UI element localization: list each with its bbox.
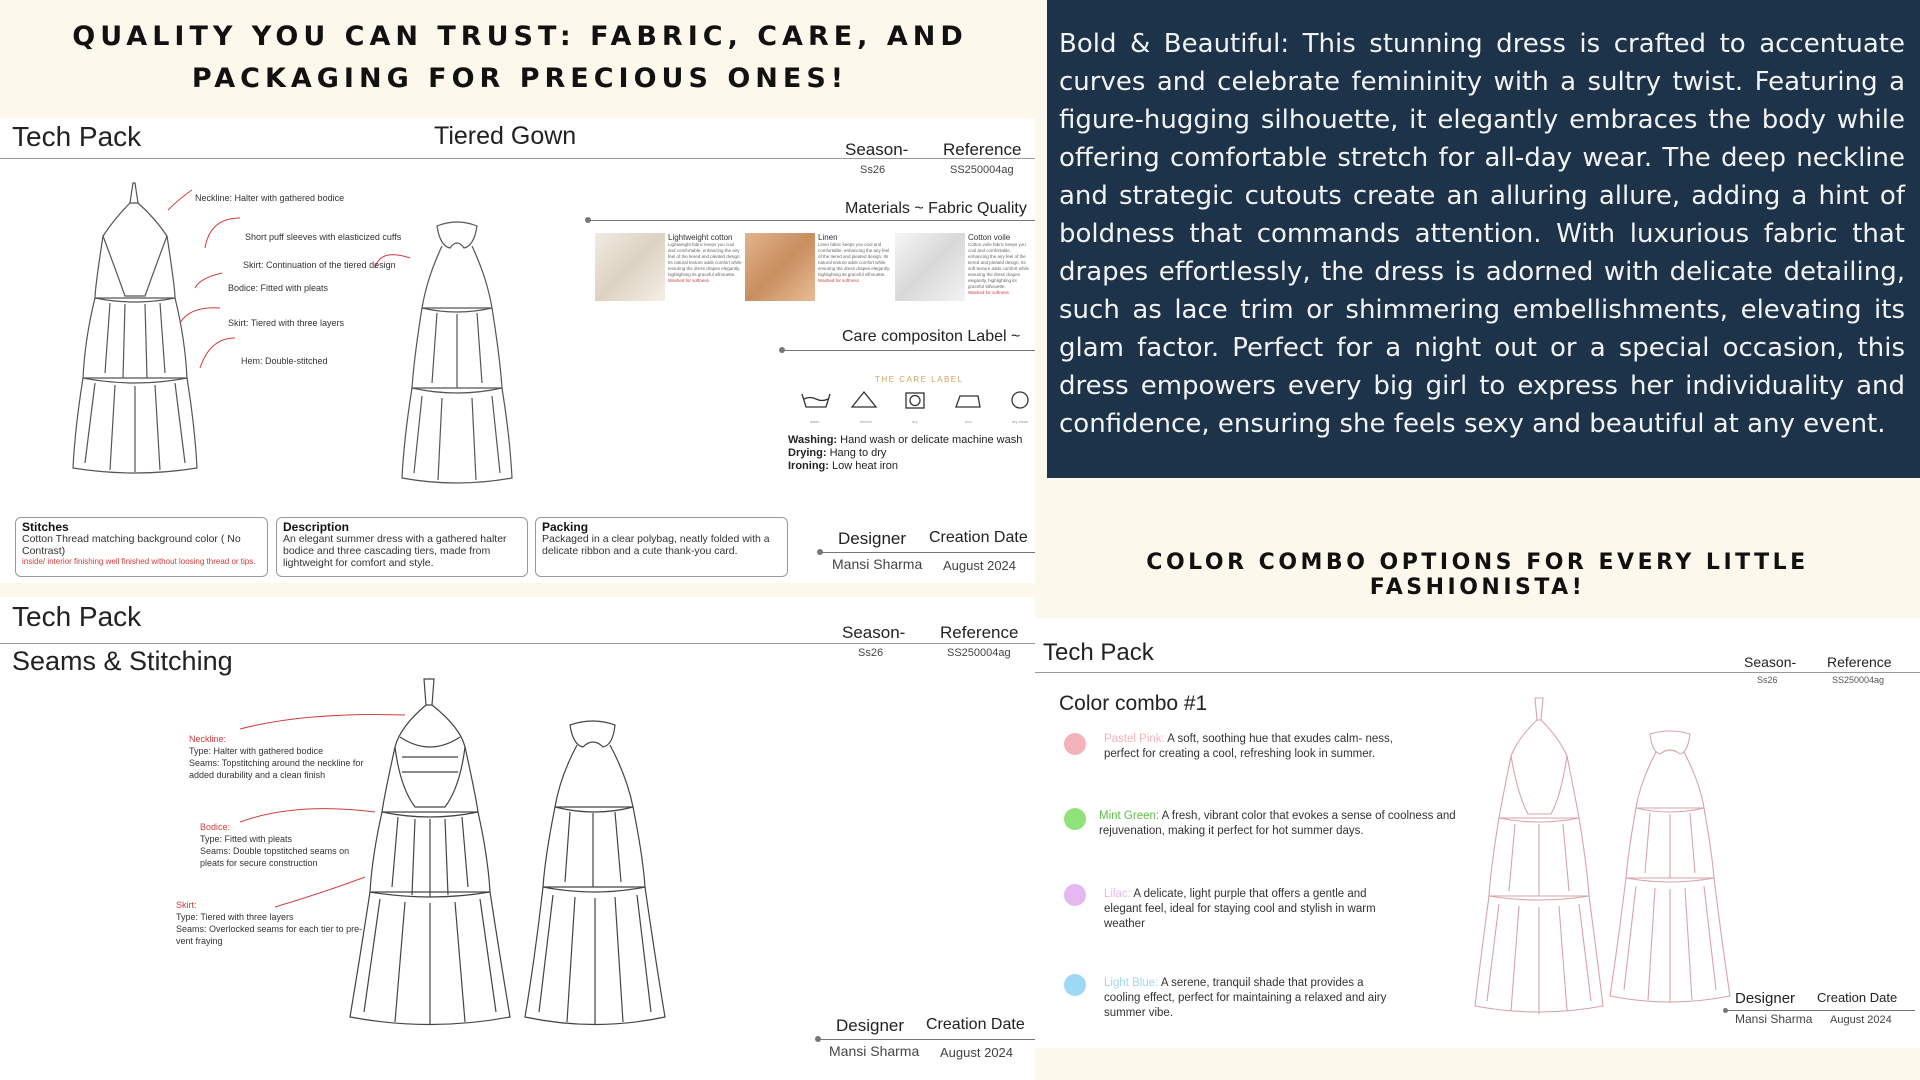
stitches-box <box>15 517 268 577</box>
swatch-lilac <box>1064 884 1086 906</box>
iron-icon <box>956 396 980 407</box>
season-label: Season- <box>1744 654 1797 670</box>
combo-text: A fresh, vibrant color that evokes a sense of coolness and rejuvenation, making it perfect for hot summer days. <box>1099 810 1456 837</box>
care-line-ironing <box>788 460 1022 473</box>
description-box <box>276 517 528 577</box>
care-icons <box>800 391 1040 431</box>
fabric-info-cotton <box>668 233 743 283</box>
reference-value: SS250004ag <box>950 164 1014 176</box>
combo-lilac <box>1104 887 1394 932</box>
designer-value: Mansi Sharma <box>829 1043 920 1059</box>
callout-skirt-tiers: Skirt: Tiered with three layers <box>228 318 345 328</box>
svg-text:dry clean: dry clean <box>1012 419 1029 424</box>
seam-note-line: vent fraying <box>176 936 223 946</box>
combo-name: Mint Green: <box>1099 810 1160 822</box>
care-label-heading: THE CARE LABEL <box>875 375 964 384</box>
combo-text: A soft, soothing hue that exudes calm- ness, perfect for creating a cool, refreshing look in summer. <box>1104 733 1393 760</box>
callout-skirt-continuation: Skirt: Continuation of the tiered design <box>243 260 396 270</box>
wash-icon <box>802 394 830 407</box>
seam-note-line: Type: Halter with gathered bodice <box>189 746 324 756</box>
description-paragraph: Bold & Beautiful: This stunning dress is crafted to accentuate curves and celebrate femininity with a sultry twist. Featuring a figure-hugging silhouette, it elegantly embraces the body while offering comfortable stretch for all-day wear. The deep neckline and strategic cutouts create an alluring allure, adding a hint of boldness that commands attention. With luxurious fabric that drapes effortlessly, the dress is adorned with delicate detailing, such as lace trim or shimmering embellishments, elevating its glam factor. Perfect for a night out or a special occasion, this dress empowers every big girl to express her individuality and confidence, ensuring she feels sexy and beautiful at any event. <box>1059 29 1905 439</box>
fabric-swatch-voile <box>895 233 965 301</box>
designer-value: Mansi Sharma <box>1735 1012 1813 1026</box>
fabric-name: Linen <box>818 233 838 242</box>
fabric-info-linen <box>818 233 893 283</box>
swatch-mint-green <box>1064 808 1086 830</box>
seam-note-head: Skirt: <box>176 900 197 910</box>
seam-note-head: Neckline: <box>189 734 227 744</box>
care-value: Hang to dry <box>829 447 887 459</box>
materials-bullet <box>585 217 591 223</box>
reference-value: SS250004ag <box>1832 675 1885 685</box>
creation-date-value: August 2024 <box>1830 1014 1892 1026</box>
combo-name: Lilac: <box>1104 888 1131 900</box>
materials-divider <box>588 220 1035 221</box>
combo-text: A delicate, light purple that offers a gentle and elegant feel, ideal for staying cool and stylish in warm weather <box>1104 888 1376 930</box>
fabric-name: Cotton voile <box>968 233 1011 242</box>
care-line-washing <box>788 434 1022 447</box>
fabric-swatch-cotton <box>595 233 665 301</box>
tech-pack-panel-1 <box>0 118 1035 583</box>
creation-date-label: Creation Date <box>1817 990 1898 1005</box>
seam-note-line: Type: Fitted with pleats <box>200 834 293 844</box>
fabric-name: Lightweight cotton <box>668 233 733 242</box>
designer-value: Mansi Sharma <box>832 556 923 572</box>
reference-label: Reference <box>943 140 1022 159</box>
callout-sleeves: Short puff sleeves with elasticized cuffs <box>245 232 402 242</box>
care-line-drying <box>788 447 1022 460</box>
seam-note-line: added durability and a clean finish <box>189 770 326 780</box>
seam-note-head: Bodice: <box>200 822 231 832</box>
fabric-swatch-linen <box>745 233 815 301</box>
combo-mint-green <box>1099 809 1459 839</box>
care-divider <box>782 350 1035 351</box>
care-key: Washing: <box>788 434 838 446</box>
svg-text:dry: dry <box>912 419 918 424</box>
seam-note-line: Type: Tiered with three layers <box>176 912 294 922</box>
care-value: Low heat iron <box>832 460 899 472</box>
callout-hem: Hem: Double-stitched <box>241 356 328 366</box>
combo-name: Light Blue: <box>1104 977 1159 989</box>
seam-note-line: Seams: Topstitching around the neckline for <box>189 758 364 768</box>
description-text: An elegant summer dress with a gathered halter bodice and three cascading tiers, made from lightweight for comfort and style. <box>283 533 507 569</box>
seams-subtitle: Seams & Stitching <box>12 646 233 676</box>
seam-note-line: Seams: Double topstitched seams on <box>200 846 350 856</box>
swatch-light-blue <box>1064 974 1086 996</box>
season-label: Season- <box>845 140 909 159</box>
creation-date-label: Creation Date <box>929 529 1028 546</box>
stitches-title: Stitches <box>22 520 69 534</box>
combo-text: A serene, tranquil shade that provides a cooling effect, perfect for maintaining a relaxed and airy summer vibe. <box>1104 977 1387 1019</box>
signoff-bullet <box>815 1036 821 1042</box>
fabric-text: Lightweight fabric keeps you cool and comfortable, enhancing the airy feel of the tiered and pleated design. Its natural texture adds comfort while ensuring the dress drapes elegantly, highlighting its graceful silhouette. <box>668 242 742 277</box>
swatch-pastel-pink <box>1064 733 1086 755</box>
description-panel <box>1047 0 1920 478</box>
tech-pack-title: Tech Pack <box>1043 639 1154 666</box>
care-key: Ironing: <box>788 460 829 472</box>
svg-text:wash: wash <box>810 419 820 424</box>
seams-front-sketch <box>340 677 520 1077</box>
season-value: Ss26 <box>858 647 884 659</box>
designer-label: Designer <box>1735 990 1796 1007</box>
title-divider <box>1035 672 1920 673</box>
reference-value: SS250004ag <box>947 647 1011 659</box>
care-instructions <box>788 434 1022 473</box>
combo-name: Pastel Pink: <box>1104 733 1165 745</box>
fabric-note: Washed for softness <box>668 278 709 283</box>
materials-title: Materials ~ Fabric Quality <box>845 200 1027 217</box>
color-front-sketch <box>1463 696 1613 1036</box>
packing-text: Packaged in a clear polybag, neatly folded with a delicate ribbon and a cute thank-you card. <box>542 533 770 557</box>
signoff-divider <box>820 552 1035 553</box>
reference-label: Reference <box>940 623 1019 642</box>
fabric-info-voile <box>968 233 1033 295</box>
care-key: Drying: <box>788 447 827 459</box>
color-heading-area <box>1035 478 1920 618</box>
care-value: Hand wash or delicate machine wash <box>840 434 1023 446</box>
signoff-bullet <box>1723 1008 1728 1013</box>
dry-icon <box>906 393 924 408</box>
packing-box <box>535 517 788 577</box>
seams-back-sketch <box>515 717 675 1077</box>
signoff-bullet <box>817 549 823 555</box>
fabric-note: Washed for softness <box>968 290 1009 295</box>
description-title: Description <box>283 520 350 534</box>
title-divider <box>0 643 1035 644</box>
tech-pack-panel-2 <box>0 597 1035 1080</box>
bleach-icon <box>852 392 876 407</box>
callout-neckline: Neckline: Halter with gathered bodice <box>195 193 345 203</box>
creation-date-value: August 2024 <box>940 1045 1014 1060</box>
season-label: Season- <box>842 623 906 642</box>
creation-date-label: Creation Date <box>926 1016 1025 1033</box>
designer-label: Designer <box>836 1016 905 1035</box>
seam-note-line: pleats for secure construction <box>200 858 318 868</box>
fabric-text: Cotton voile fabric keeps you cool and comfortable, enhancing the airy feel of the tiered and pleated design. Its soft texture adds comfort while ensuring the dress drapes elegantly, highlighting its graceful silhouette. <box>968 242 1030 289</box>
combo-light-blue <box>1104 976 1394 1021</box>
color-back-sketch <box>1600 728 1740 1038</box>
care-bullet <box>779 347 785 353</box>
color-heading: COLOR COMBO OPTIONS FOR EVERY LITTLE FASHIONISTA! <box>1146 550 1809 600</box>
svg-text:bleach: bleach <box>860 419 872 424</box>
seam-note-line: Seams: Overlocked seams for each tier to pre- <box>176 924 363 934</box>
care-title: Care compositon Label ~ <box>842 328 1021 345</box>
tech-pack-title: Tech Pack <box>12 121 142 152</box>
signoff-divider <box>1725 1010 1915 1011</box>
tech-pack-panel-3 <box>1035 618 1920 1048</box>
garment-title: Tiered Gown <box>434 122 577 150</box>
dry-clean-icon <box>1012 392 1028 408</box>
stitches-note: inside/ interior finishing well finished without loosing thread or tips. <box>22 557 256 566</box>
color-combo-title: Color combo #1 <box>1059 692 1208 715</box>
reference-label: Reference <box>1827 654 1892 670</box>
tech-pack-title: Tech Pack <box>12 601 142 632</box>
packing-title: Packing <box>542 520 589 534</box>
svg-text:iron: iron <box>965 419 972 424</box>
season-value: Ss26 <box>860 164 886 176</box>
stitches-text: Cotton Thread matching background color ( No Contrast) <box>22 533 241 557</box>
combo-pastel-pink <box>1104 732 1394 762</box>
fabric-text: Linen fabric keeps you cool and comfortable, enhancing the airy feel of the tiered and pleated design. Its natural texture adds comfort while ensuring the dress drapes elegantly, highlighting its graceful silhouette. <box>818 242 891 277</box>
signoff-divider <box>818 1039 1035 1040</box>
creation-date-value: August 2024 <box>943 558 1017 573</box>
designer-label: Designer <box>838 529 907 548</box>
top-heading-area <box>0 0 1040 115</box>
season-value: Ss26 <box>1757 675 1778 685</box>
fabric-note: Washed for softness <box>818 278 859 283</box>
callout-bodice: Bodice: Fitted with pleats <box>228 283 329 293</box>
top-heading: QUALITY YOU CAN TRUST: FABRIC, CARE, AND PACKAGING FOR PRECIOUS ONES! <box>72 21 968 94</box>
